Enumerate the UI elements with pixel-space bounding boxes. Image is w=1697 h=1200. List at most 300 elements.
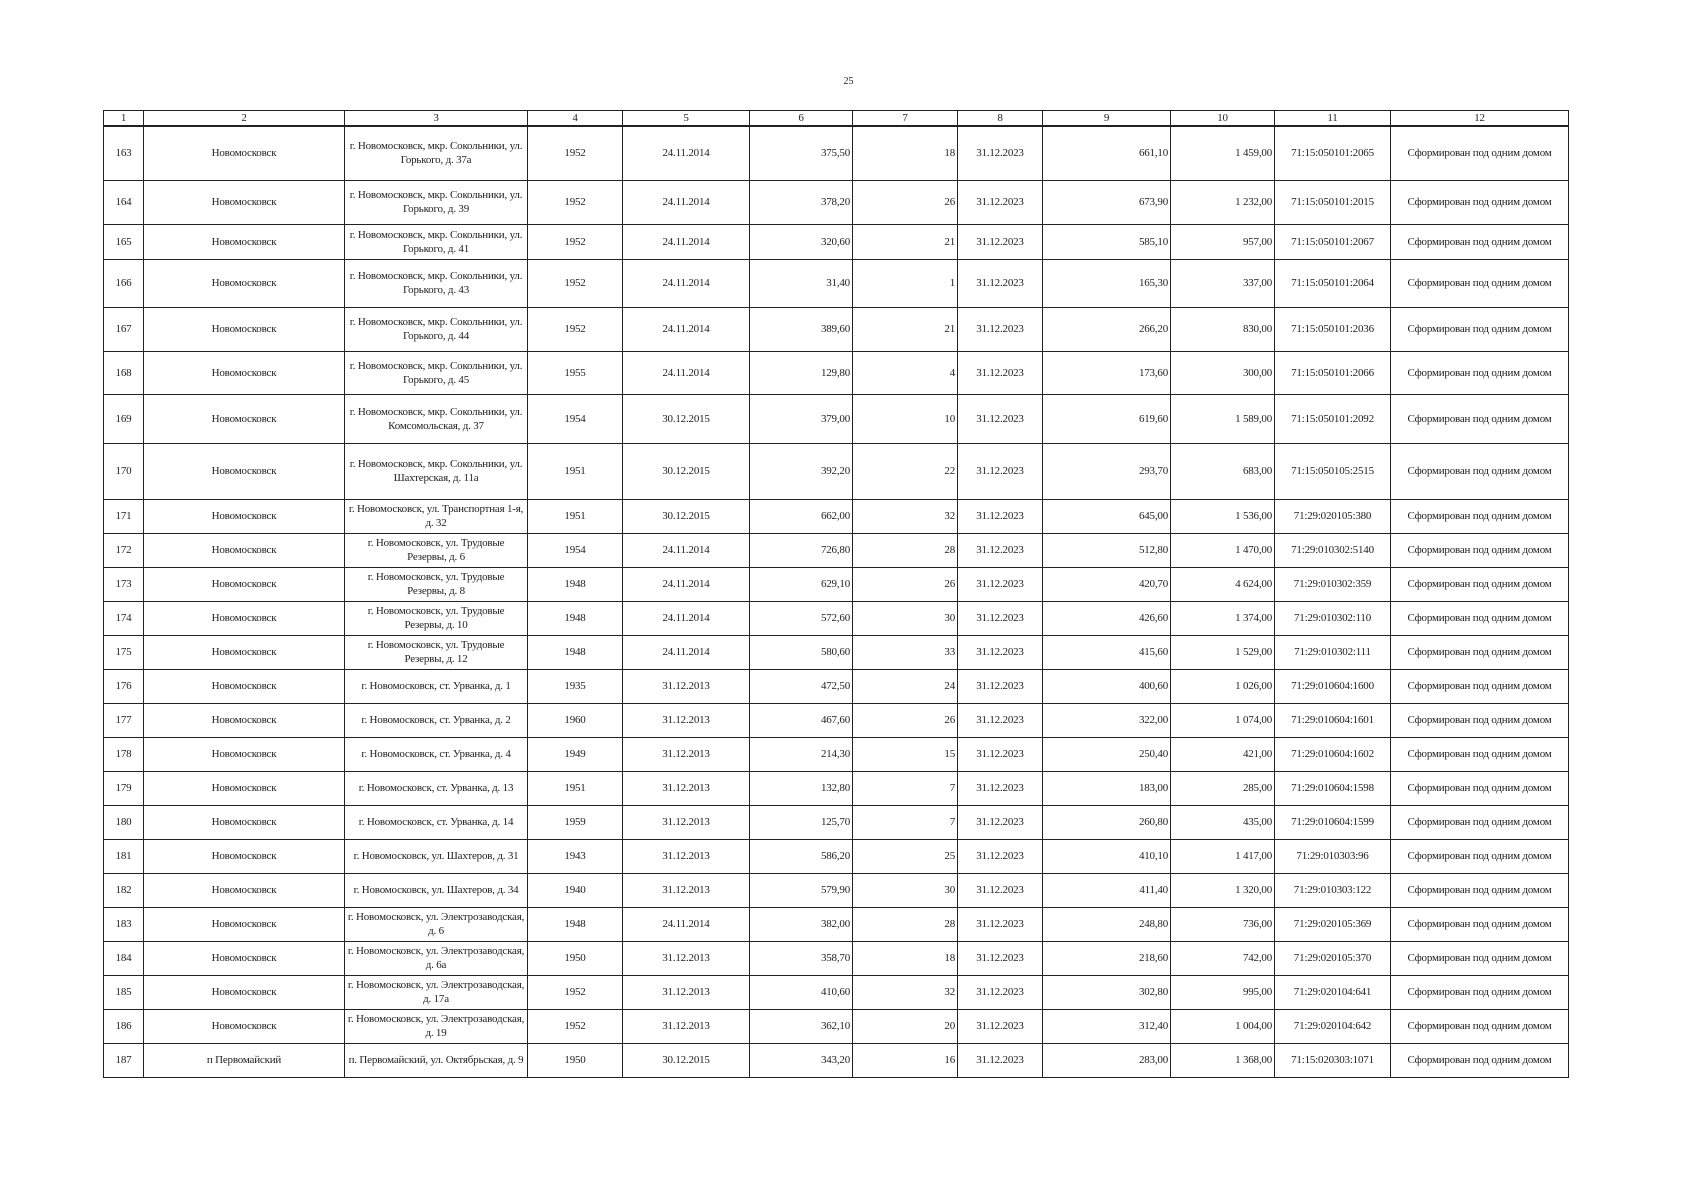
cell-municipality: Новомосковск bbox=[144, 1009, 345, 1043]
cell-area: 375,50 bbox=[750, 126, 853, 180]
cell-cadastral-number: 71:29:010604:1602 bbox=[1275, 737, 1391, 771]
cell-count: 33 bbox=[853, 635, 958, 669]
table-row bbox=[104, 567, 1569, 601]
cell-status: Сформирован под одним домом bbox=[1391, 259, 1569, 307]
cell-date: 24.11.2014 bbox=[623, 601, 750, 635]
cell-status: Сформирован под одним домом bbox=[1391, 635, 1569, 669]
cell-area: 572,60 bbox=[750, 601, 853, 635]
cell-cadastral-number: 71:29:010302:111 bbox=[1275, 635, 1391, 669]
cell-address: г. Новомосковск, мкр. Сокольники, ул. Горького, д. 37а bbox=[345, 126, 528, 180]
cell-value: 1 470,00 bbox=[1171, 533, 1275, 567]
cell-status: Сформирован под одним домом bbox=[1391, 1009, 1569, 1043]
cell-area-2: 173,60 bbox=[1043, 351, 1171, 394]
cell-count: 15 bbox=[853, 737, 958, 771]
cell-year-built: 1950 bbox=[528, 941, 623, 975]
cell-deadline-date: 31.12.2023 bbox=[958, 1009, 1043, 1043]
cell-row-number: 183 bbox=[104, 907, 144, 941]
cell-count: 7 bbox=[853, 771, 958, 805]
column-header-3: 3 bbox=[345, 111, 528, 127]
cell-cadastral-number: 71:15:020303:1071 bbox=[1275, 1043, 1391, 1077]
cell-area-2: 411,40 bbox=[1043, 873, 1171, 907]
cell-year-built: 1948 bbox=[528, 907, 623, 941]
cell-date: 30.12.2015 bbox=[623, 443, 750, 499]
cell-area: 629,10 bbox=[750, 567, 853, 601]
cell-year-built: 1954 bbox=[528, 394, 623, 443]
cell-value: 1 459,00 bbox=[1171, 126, 1275, 180]
cell-cadastral-number: 71:29:020105:380 bbox=[1275, 499, 1391, 533]
cell-deadline-date: 31.12.2023 bbox=[958, 975, 1043, 1009]
cell-area: 358,70 bbox=[750, 941, 853, 975]
cell-municipality: Новомосковск bbox=[144, 941, 345, 975]
cell-status: Сформирован под одним домом bbox=[1391, 669, 1569, 703]
cell-municipality: Новомосковск bbox=[144, 873, 345, 907]
cell-count: 18 bbox=[853, 941, 958, 975]
cell-status: Сформирован под одним домом bbox=[1391, 394, 1569, 443]
cell-year-built: 1952 bbox=[528, 259, 623, 307]
cell-municipality: Новомосковск bbox=[144, 307, 345, 351]
cell-municipality: Новомосковск bbox=[144, 737, 345, 771]
cell-cadastral-number: 71:29:010604:1600 bbox=[1275, 669, 1391, 703]
cell-date: 31.12.2013 bbox=[623, 975, 750, 1009]
cell-year-built: 1952 bbox=[528, 1009, 623, 1043]
cell-address: г. Новомосковск, ул. Транспортная 1-я, д. 32 bbox=[345, 499, 528, 533]
cell-row-number: 172 bbox=[104, 533, 144, 567]
cell-address: г. Новомосковск, мкр. Сокольники, ул. Горького, д. 39 bbox=[345, 180, 528, 224]
cell-row-number: 171 bbox=[104, 499, 144, 533]
cell-year-built: 1952 bbox=[528, 975, 623, 1009]
cell-address: г. Новомосковск, ст. Урванка, д. 1 bbox=[345, 669, 528, 703]
cell-deadline-date: 31.12.2023 bbox=[958, 635, 1043, 669]
cell-address: г. Новомосковск, ул. Трудовые Резервы, д. 6 bbox=[345, 533, 528, 567]
cell-count: 7 bbox=[853, 805, 958, 839]
cell-date: 30.12.2015 bbox=[623, 499, 750, 533]
table-row bbox=[104, 351, 1569, 394]
cell-municipality: Новомосковск bbox=[144, 533, 345, 567]
cell-area-2: 248,80 bbox=[1043, 907, 1171, 941]
cell-status: Сформирован под одним домом bbox=[1391, 499, 1569, 533]
cell-status: Сформирован под одним домом bbox=[1391, 307, 1569, 351]
cell-area-2: 645,00 bbox=[1043, 499, 1171, 533]
cell-municipality: Новомосковск bbox=[144, 499, 345, 533]
cell-row-number: 165 bbox=[104, 224, 144, 259]
cell-address: г. Новомосковск, мкр. Сокольники, ул. Горького, д. 45 bbox=[345, 351, 528, 394]
cell-deadline-date: 31.12.2023 bbox=[958, 394, 1043, 443]
cell-year-built: 1948 bbox=[528, 567, 623, 601]
cell-cadastral-number: 71:15:050101:2015 bbox=[1275, 180, 1391, 224]
cell-value: 830,00 bbox=[1171, 307, 1275, 351]
cell-deadline-date: 31.12.2023 bbox=[958, 771, 1043, 805]
cell-area-2: 585,10 bbox=[1043, 224, 1171, 259]
cell-date: 24.11.2014 bbox=[623, 259, 750, 307]
table-row bbox=[104, 941, 1569, 975]
cell-status: Сформирован под одним домом bbox=[1391, 703, 1569, 737]
table-row bbox=[104, 873, 1569, 907]
table-row bbox=[104, 975, 1569, 1009]
cell-area: 662,00 bbox=[750, 499, 853, 533]
cell-municipality: Новомосковск bbox=[144, 669, 345, 703]
cell-municipality: Новомосковск bbox=[144, 703, 345, 737]
cell-year-built: 1951 bbox=[528, 499, 623, 533]
column-header-9: 9 bbox=[1043, 111, 1171, 127]
cell-deadline-date: 31.12.2023 bbox=[958, 907, 1043, 941]
cell-count: 16 bbox=[853, 1043, 958, 1077]
cell-value: 1 026,00 bbox=[1171, 669, 1275, 703]
table-row bbox=[104, 307, 1569, 351]
cell-date: 31.12.2013 bbox=[623, 703, 750, 737]
cell-year-built: 1959 bbox=[528, 805, 623, 839]
table-row bbox=[104, 499, 1569, 533]
table-row bbox=[104, 224, 1569, 259]
cell-deadline-date: 31.12.2023 bbox=[958, 941, 1043, 975]
cell-deadline-date: 31.12.2023 bbox=[958, 351, 1043, 394]
cell-value: 1 320,00 bbox=[1171, 873, 1275, 907]
cell-cadastral-number: 71:15:050101:2065 bbox=[1275, 126, 1391, 180]
cell-address: г. Новомосковск, ул. Трудовые Резервы, д. 8 bbox=[345, 567, 528, 601]
cell-area-2: 312,40 bbox=[1043, 1009, 1171, 1043]
table-row bbox=[104, 126, 1569, 180]
cell-deadline-date: 31.12.2023 bbox=[958, 499, 1043, 533]
cell-area: 379,00 bbox=[750, 394, 853, 443]
cell-area: 472,50 bbox=[750, 669, 853, 703]
column-number-header-row bbox=[104, 111, 1569, 127]
cell-count: 26 bbox=[853, 703, 958, 737]
cell-year-built: 1955 bbox=[528, 351, 623, 394]
cell-status: Сформирован под одним домом bbox=[1391, 567, 1569, 601]
cell-year-built: 1951 bbox=[528, 771, 623, 805]
cell-address: г. Новомосковск, ст. Урванка, д. 13 bbox=[345, 771, 528, 805]
cell-year-built: 1952 bbox=[528, 307, 623, 351]
cell-area: 31,40 bbox=[750, 259, 853, 307]
cell-count: 4 bbox=[853, 351, 958, 394]
cell-row-number: 175 bbox=[104, 635, 144, 669]
cell-area: 343,20 bbox=[750, 1043, 853, 1077]
cell-municipality: Новомосковск bbox=[144, 394, 345, 443]
cell-cadastral-number: 71:29:020105:370 bbox=[1275, 941, 1391, 975]
table-row bbox=[104, 601, 1569, 635]
cell-area-2: 302,80 bbox=[1043, 975, 1171, 1009]
cell-cadastral-number: 71:29:010302:359 bbox=[1275, 567, 1391, 601]
cell-status: Сформирован под одним домом bbox=[1391, 873, 1569, 907]
cell-value: 421,00 bbox=[1171, 737, 1275, 771]
cell-municipality: Новомосковск bbox=[144, 771, 345, 805]
cell-municipality: Новомосковск bbox=[144, 839, 345, 873]
cell-address: г. Новомосковск, мкр. Сокольники, ул. Горького, д. 41 bbox=[345, 224, 528, 259]
cell-deadline-date: 31.12.2023 bbox=[958, 567, 1043, 601]
cell-value: 1 374,00 bbox=[1171, 601, 1275, 635]
cell-year-built: 1935 bbox=[528, 669, 623, 703]
cell-municipality: Новомосковск bbox=[144, 907, 345, 941]
cell-deadline-date: 31.12.2023 bbox=[958, 805, 1043, 839]
page-number: 25 bbox=[843, 76, 854, 87]
cell-status: Сформирован под одним домом bbox=[1391, 839, 1569, 873]
cell-date: 24.11.2014 bbox=[623, 533, 750, 567]
cell-row-number: 167 bbox=[104, 307, 144, 351]
cell-date: 31.12.2013 bbox=[623, 669, 750, 703]
table-row bbox=[104, 394, 1569, 443]
cell-count: 26 bbox=[853, 567, 958, 601]
cell-cadastral-number: 71:29:010604:1601 bbox=[1275, 703, 1391, 737]
cell-year-built: 1948 bbox=[528, 635, 623, 669]
cell-count: 25 bbox=[853, 839, 958, 873]
cell-address: г. Новомосковск, ул. Трудовые Резервы, д. 12 bbox=[345, 635, 528, 669]
cell-status: Сформирован под одним домом bbox=[1391, 126, 1569, 180]
cell-date: 24.11.2014 bbox=[623, 180, 750, 224]
cell-value: 285,00 bbox=[1171, 771, 1275, 805]
cell-address: г. Новомосковск, ул. Шахтеров, д. 34 bbox=[345, 873, 528, 907]
table-row bbox=[104, 443, 1569, 499]
cell-date: 31.12.2013 bbox=[623, 873, 750, 907]
cell-status: Сформирован под одним домом bbox=[1391, 941, 1569, 975]
table-row bbox=[104, 1009, 1569, 1043]
cell-count: 18 bbox=[853, 126, 958, 180]
cell-date: 31.12.2013 bbox=[623, 771, 750, 805]
cell-cadastral-number: 71:29:010303:122 bbox=[1275, 873, 1391, 907]
cell-deadline-date: 31.12.2023 bbox=[958, 307, 1043, 351]
cell-year-built: 1952 bbox=[528, 180, 623, 224]
cell-status: Сформирован под одним домом bbox=[1391, 907, 1569, 941]
cell-value: 742,00 bbox=[1171, 941, 1275, 975]
cell-row-number: 166 bbox=[104, 259, 144, 307]
cell-value: 1 232,00 bbox=[1171, 180, 1275, 224]
cell-area: 586,20 bbox=[750, 839, 853, 873]
table-row bbox=[104, 180, 1569, 224]
cell-deadline-date: 31.12.2023 bbox=[958, 839, 1043, 873]
cell-date: 31.12.2013 bbox=[623, 839, 750, 873]
column-header-12: 12 bbox=[1391, 111, 1569, 127]
table-row bbox=[104, 259, 1569, 307]
cell-address: г. Новомосковск, мкр. Сокольники, ул. Горького, д. 44 bbox=[345, 307, 528, 351]
cell-value: 957,00 bbox=[1171, 224, 1275, 259]
cell-year-built: 1949 bbox=[528, 737, 623, 771]
cell-municipality: Новомосковск bbox=[144, 224, 345, 259]
column-header-6: 6 bbox=[750, 111, 853, 127]
cell-count: 32 bbox=[853, 499, 958, 533]
cell-row-number: 173 bbox=[104, 567, 144, 601]
cell-cadastral-number: 71:29:020104:642 bbox=[1275, 1009, 1391, 1043]
cell-value: 1 529,00 bbox=[1171, 635, 1275, 669]
cell-row-number: 177 bbox=[104, 703, 144, 737]
cell-value: 995,00 bbox=[1171, 975, 1275, 1009]
cell-date: 24.11.2014 bbox=[623, 126, 750, 180]
cell-area-2: 322,00 bbox=[1043, 703, 1171, 737]
cell-date: 24.11.2014 bbox=[623, 351, 750, 394]
cell-area: 132,80 bbox=[750, 771, 853, 805]
cell-count: 30 bbox=[853, 873, 958, 907]
cell-count: 21 bbox=[853, 224, 958, 259]
cell-date: 31.12.2013 bbox=[623, 737, 750, 771]
cell-value: 1 074,00 bbox=[1171, 703, 1275, 737]
table-row bbox=[104, 635, 1569, 669]
cell-row-number: 187 bbox=[104, 1043, 144, 1077]
cell-value: 1 589,00 bbox=[1171, 394, 1275, 443]
cell-cadastral-number: 71:15:050101:2092 bbox=[1275, 394, 1391, 443]
cell-cadastral-number: 71:15:050101:2036 bbox=[1275, 307, 1391, 351]
cell-row-number: 179 bbox=[104, 771, 144, 805]
cell-row-number: 164 bbox=[104, 180, 144, 224]
cell-deadline-date: 31.12.2023 bbox=[958, 126, 1043, 180]
cell-area: 382,00 bbox=[750, 907, 853, 941]
cell-cadastral-number: 71:29:010302:110 bbox=[1275, 601, 1391, 635]
cell-municipality: Новомосковск bbox=[144, 805, 345, 839]
cell-date: 24.11.2014 bbox=[623, 635, 750, 669]
cell-municipality: Новомосковск bbox=[144, 126, 345, 180]
cell-count: 22 bbox=[853, 443, 958, 499]
column-header-7: 7 bbox=[853, 111, 958, 127]
cell-deadline-date: 31.12.2023 bbox=[958, 873, 1043, 907]
table-row bbox=[104, 907, 1569, 941]
cell-area-2: 218,60 bbox=[1043, 941, 1171, 975]
cell-area: 378,20 bbox=[750, 180, 853, 224]
cell-status: Сформирован под одним домом bbox=[1391, 771, 1569, 805]
cell-address: п. Первомайский, ул. Октябрьская, д. 9 bbox=[345, 1043, 528, 1077]
cell-area-2: 426,60 bbox=[1043, 601, 1171, 635]
cell-status: Сформирован под одним домом bbox=[1391, 443, 1569, 499]
cell-cadastral-number: 71:15:050101:2066 bbox=[1275, 351, 1391, 394]
cell-row-number: 182 bbox=[104, 873, 144, 907]
cell-area-2: 250,40 bbox=[1043, 737, 1171, 771]
cell-value: 1 368,00 bbox=[1171, 1043, 1275, 1077]
cell-area-2: 293,70 bbox=[1043, 443, 1171, 499]
cell-count: 26 bbox=[853, 180, 958, 224]
cell-area: 726,80 bbox=[750, 533, 853, 567]
cell-address: г. Новомосковск, мкр. Сокольники, ул. Комсомольская, д. 37 bbox=[345, 394, 528, 443]
cell-area-2: 183,00 bbox=[1043, 771, 1171, 805]
cell-row-number: 178 bbox=[104, 737, 144, 771]
cell-count: 28 bbox=[853, 907, 958, 941]
column-header-5: 5 bbox=[623, 111, 750, 127]
cell-row-number: 186 bbox=[104, 1009, 144, 1043]
cell-value: 1 536,00 bbox=[1171, 499, 1275, 533]
cell-value: 736,00 bbox=[1171, 907, 1275, 941]
cell-address: г. Новомосковск, ст. Урванка, д. 4 bbox=[345, 737, 528, 771]
cell-date: 24.11.2014 bbox=[623, 224, 750, 259]
cell-date: 24.11.2014 bbox=[623, 567, 750, 601]
cell-deadline-date: 31.12.2023 bbox=[958, 443, 1043, 499]
cell-count: 10 bbox=[853, 394, 958, 443]
cell-count: 21 bbox=[853, 307, 958, 351]
table-row bbox=[104, 839, 1569, 873]
cell-deadline-date: 31.12.2023 bbox=[958, 669, 1043, 703]
cell-area-2: 619,60 bbox=[1043, 394, 1171, 443]
table-row bbox=[104, 533, 1569, 567]
cell-address: г. Новомосковск, мкр. Сокольники, ул. Горького, д. 43 bbox=[345, 259, 528, 307]
cell-municipality: Новомосковск bbox=[144, 351, 345, 394]
cell-value: 1 004,00 bbox=[1171, 1009, 1275, 1043]
cell-row-number: 174 bbox=[104, 601, 144, 635]
cell-cadastral-number: 71:15:050101:2067 bbox=[1275, 224, 1391, 259]
cell-value: 435,00 bbox=[1171, 805, 1275, 839]
cell-date: 24.11.2014 bbox=[623, 307, 750, 351]
column-header-2: 2 bbox=[144, 111, 345, 127]
cell-value: 683,00 bbox=[1171, 443, 1275, 499]
cell-address: г. Новомосковск, ул. Электрозаводская, д. 6 bbox=[345, 907, 528, 941]
cell-status: Сформирован под одним домом bbox=[1391, 737, 1569, 771]
cell-row-number: 184 bbox=[104, 941, 144, 975]
cell-year-built: 1950 bbox=[528, 1043, 623, 1077]
cell-area-2: 661,10 bbox=[1043, 126, 1171, 180]
data-table bbox=[103, 110, 1569, 1078]
cell-municipality: Новомосковск bbox=[144, 635, 345, 669]
cell-status: Сформирован под одним домом bbox=[1391, 351, 1569, 394]
cell-status: Сформирован под одним домом bbox=[1391, 805, 1569, 839]
cell-deadline-date: 31.12.2023 bbox=[958, 737, 1043, 771]
cell-row-number: 185 bbox=[104, 975, 144, 1009]
cell-date: 31.12.2013 bbox=[623, 1009, 750, 1043]
cell-year-built: 1954 bbox=[528, 533, 623, 567]
cell-area-2: 266,20 bbox=[1043, 307, 1171, 351]
table-row bbox=[104, 1043, 1569, 1077]
cell-row-number: 180 bbox=[104, 805, 144, 839]
cell-status: Сформирован под одним домом bbox=[1391, 533, 1569, 567]
cell-cadastral-number: 71:29:010604:1598 bbox=[1275, 771, 1391, 805]
cell-municipality: Новомосковск bbox=[144, 259, 345, 307]
table-row bbox=[104, 771, 1569, 805]
cell-year-built: 1943 bbox=[528, 839, 623, 873]
cell-deadline-date: 31.12.2023 bbox=[958, 180, 1043, 224]
cell-area: 362,10 bbox=[750, 1009, 853, 1043]
cell-deadline-date: 31.12.2023 bbox=[958, 1043, 1043, 1077]
cell-value: 1 417,00 bbox=[1171, 839, 1275, 873]
cell-date: 31.12.2013 bbox=[623, 941, 750, 975]
cell-date: 30.12.2015 bbox=[623, 1043, 750, 1077]
cell-address: г. Новомосковск, ул. Электрозаводская, д. 6а bbox=[345, 941, 528, 975]
cell-area: 125,70 bbox=[750, 805, 853, 839]
cell-year-built: 1952 bbox=[528, 224, 623, 259]
table-row bbox=[104, 669, 1569, 703]
cell-row-number: 170 bbox=[104, 443, 144, 499]
cell-address: г. Новомосковск, ул. Электрозаводская, д. 17а bbox=[345, 975, 528, 1009]
cell-municipality: Новомосковск bbox=[144, 601, 345, 635]
cell-year-built: 1948 bbox=[528, 601, 623, 635]
cell-cadastral-number: 71:15:050105:2515 bbox=[1275, 443, 1391, 499]
cell-status: Сформирован под одним домом bbox=[1391, 1043, 1569, 1077]
cell-deadline-date: 31.12.2023 bbox=[958, 224, 1043, 259]
cell-municipality: п Первомайский bbox=[144, 1043, 345, 1077]
cell-area: 580,60 bbox=[750, 635, 853, 669]
cell-date: 24.11.2014 bbox=[623, 907, 750, 941]
cell-value: 4 624,00 bbox=[1171, 567, 1275, 601]
cell-municipality: Новомосковск bbox=[144, 567, 345, 601]
cell-count: 30 bbox=[853, 601, 958, 635]
cell-area: 320,60 bbox=[750, 224, 853, 259]
cell-cadastral-number: 71:29:010302:5140 bbox=[1275, 533, 1391, 567]
cell-municipality: Новомосковск bbox=[144, 443, 345, 499]
cell-cadastral-number: 71:15:050101:2064 bbox=[1275, 259, 1391, 307]
cell-count: 24 bbox=[853, 669, 958, 703]
cell-address: г. Новомосковск, ст. Урванка, д. 14 bbox=[345, 805, 528, 839]
cell-count: 28 bbox=[853, 533, 958, 567]
cell-area: 467,60 bbox=[750, 703, 853, 737]
cell-area: 129,80 bbox=[750, 351, 853, 394]
cell-row-number: 181 bbox=[104, 839, 144, 873]
cell-deadline-date: 31.12.2023 bbox=[958, 703, 1043, 737]
cell-area-2: 260,80 bbox=[1043, 805, 1171, 839]
cell-deadline-date: 31.12.2023 bbox=[958, 601, 1043, 635]
cell-cadastral-number: 71:29:010604:1599 bbox=[1275, 805, 1391, 839]
column-header-8: 8 bbox=[958, 111, 1043, 127]
cell-year-built: 1951 bbox=[528, 443, 623, 499]
column-header-4: 4 bbox=[528, 111, 623, 127]
cell-area-2: 283,00 bbox=[1043, 1043, 1171, 1077]
cell-deadline-date: 31.12.2023 bbox=[958, 533, 1043, 567]
cell-area: 214,30 bbox=[750, 737, 853, 771]
cell-area: 579,90 bbox=[750, 873, 853, 907]
table-body bbox=[104, 126, 1569, 1077]
cell-date: 31.12.2013 bbox=[623, 805, 750, 839]
cell-count: 1 bbox=[853, 259, 958, 307]
column-header-11: 11 bbox=[1275, 111, 1391, 127]
cell-date: 30.12.2015 bbox=[623, 394, 750, 443]
